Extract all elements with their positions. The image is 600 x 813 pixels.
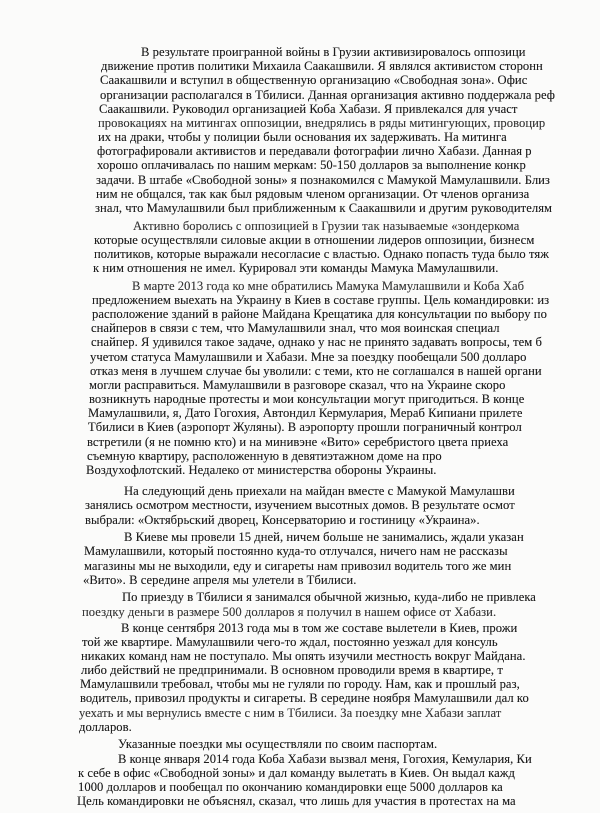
text-line: 1000 долларов и пообещал по окончанию командировки еще 5000 долларов ка	[78, 779, 503, 794]
text-line: к ним отношения не имел. Курировал эти команды Мамука Мамулашвили.	[93, 261, 499, 275]
text-line: Мамулашвили требовал, чтобы мы не гуляли по городу. Нам, как и прошлый раз,	[80, 677, 520, 692]
text-line: занялись осмотром местности, изучением высотных домов. В результате осмот	[85, 498, 515, 513]
text-line: ним не общался, так как был рядовым членом организации. От членов организа	[96, 186, 530, 201]
text-line: Саакашвили и вступил в общественную организацию «Свободная зона». Офис	[100, 73, 528, 88]
text-line: В Киеве мы провели 15 дней, ничем больше не занимались, ждали указан	[124, 530, 524, 545]
text-line: провокациях на митингах оппозиции, внедрялись в ряды митингующих, провоцир	[98, 115, 546, 130]
text-line: В марте 2013 года ко мне обратились Мамука Мамулашвили и Коба Хаб	[132, 278, 525, 293]
text-line: возникнуть народные протесты и мои консультации могут пригодиться. В конце	[89, 392, 525, 407]
text-line: Мамулашвили, который постоянно куда-то отлучался, ничего нам не рассказы	[84, 544, 508, 559]
text-line: политиков, которые выражали несогласие с властью. Однако попасть туда было тяж	[94, 246, 549, 261]
text-line: к себе в офис «Свободной зоны» и дал команду вылетать в Киев. Он выдал кажд	[78, 765, 515, 780]
text-line: По приезду в Тбилиси я занимался обычной жизнью, куда-либо не привлека	[122, 590, 536, 605]
text-line: встретили (я не помню кто) и на минивэне «Вито» серебристого цвета приеха	[87, 434, 509, 449]
text-line: учетом статуса Мамулашвили и Хабази. Мне за поездку пообещали 500 долларо	[90, 349, 527, 364]
text-line: В конце января 2014 года Коба Хабази вызвал меня, Гогохия, Кемулария, Ки	[118, 751, 532, 766]
text-line: долларов.	[79, 719, 132, 734]
text-line: «Вито». В середине апреля мы улетели в Тбилиси.	[83, 572, 357, 587]
text-line: поездку деньги в размере 500 долларов я получил в нашем офисе от Хабази.	[82, 604, 497, 619]
text-line: выбрали: «Октябрьский дворец, Консерваторию и гостиницу «Украина».	[85, 512, 480, 527]
text-line: В результате проигранной войны в Грузии активизировалось оппозици	[141, 45, 526, 59]
text-line: На следующий день приехали на майдан вместе с Мамукой Мамулашви	[124, 484, 515, 499]
text-line: Тбилиси в Киев (аэропорт Жуляны). В аэропорту прошли пограничный контрол	[88, 420, 522, 435]
text-line: снайпер. Я удивился такое задаче, однако у нас не принято задавать вопросы, тем б	[91, 335, 542, 350]
text-line: Цель командировки не объяснял, сказал, что лишь для участия в протестах на ма	[77, 794, 516, 808]
text-line: знал, что Мамулашвили был приближенным к Саакашвили и другим руководителям	[95, 200, 553, 215]
text-line: которые осуществляли силовые акции в отношении лидеров оппозиции, бизнесм	[94, 232, 535, 247]
text-line: отказ меня в лучшем случае бы уволили: с теми, кто не соглашался в нашей органи	[90, 363, 542, 378]
text-line: снайперов в связи с тем, что Мамулашвили знал, что моя воинская специал	[91, 321, 500, 336]
text-line: Указанные поездки мы осуществляли по своим паспортам.	[118, 737, 438, 752]
text-line: могли расправиться. Мамулашвили в разговоре сказал, что на Украине скоро	[89, 377, 506, 392]
text-line: хорошо оплачивалась по нашим меркам: 50-150 долларов за выполнение конкр	[97, 158, 526, 173]
text-line: В конце сентября 2013 года мы в том же составе вылетели в Киев, прожи	[121, 620, 518, 635]
text-line: предложением выехать на Украину в Киев в составе группы. Цель командировки: из	[92, 292, 550, 307]
text-line: задачи. В штабе «Свободной зоны» я познакомился с Мамукой Мамулашвили. Близ	[96, 172, 550, 187]
text-line: расположение зданий в районе Майдана Крещатика для консультации по выбору по	[92, 307, 547, 322]
text-line: либо действий не предпринимали. В основном проводили время в квартире, т	[81, 663, 503, 677]
text-line: Активно боролись с оппозицией в Грузии так называемые «зондеркома	[133, 218, 520, 233]
text-line: организации располагался в Тбилиси. Данная организация активно поддержала реф	[100, 87, 556, 102]
text-line: съемную квартиру, расположенную в девятиэтажном доме на про	[87, 448, 442, 463]
text-line: движение против политики Михаила Саакашвили. Я являлся активистом сторонн	[101, 59, 543, 74]
text-line: никаких команд нам не поступало. Мы опять изучили местность вокруг Майдана.	[81, 648, 526, 663]
text-line: Мамулашвили, я, Дато Гогохия, Автондил Кермулария, Мераб Кипиани прилете	[88, 406, 523, 421]
text-line: Воздухофлотский. Недалеко от министерства обороны Украины.	[86, 462, 437, 477]
text-line: водитель, привозил продукты и сигареты. В середине ноября Мамулашвили дал ко	[80, 691, 529, 706]
text-line: их на драки, чтобы у полиции были основания их задерживать. На митинга	[98, 130, 507, 144]
text-line: магазины мы не выходили, еду и сигареты нам привозил водитель того же мин	[84, 558, 512, 573]
text-line: той же квартире. Мамулашвили чего-то ждал, постоянно уезжал для консуль	[82, 634, 498, 649]
text-line: уехать и мы вернулись вместе с ним в Тбилиси. За поездку мне Хабази заплат	[79, 705, 502, 720]
text-line: фотографировали активистов и передавали фотографии лично Хабази. Данная р	[97, 144, 532, 159]
text-line: Саакашвили. Руководил организацией Коба Хабази. Я привлекался для участ	[99, 101, 518, 116]
